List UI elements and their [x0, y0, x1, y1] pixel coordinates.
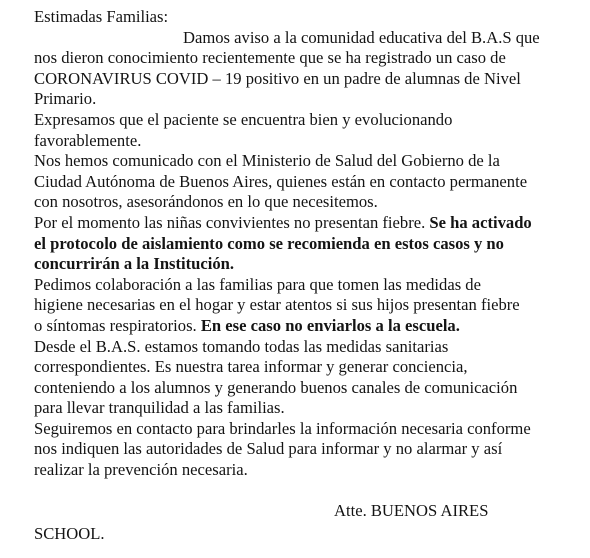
- body-text: Nos hemos comunicado con el Ministerio de Salud del Gobierno de la: [34, 151, 500, 171]
- body-text: CORONAVIRUS COVID – 19 positivo en un padre de alumnas de Nivel: [34, 68, 521, 88]
- body-text: conteniendo a los alumnos y generando buenos canales de comunicación: [34, 377, 518, 397]
- text-line: [34, 254, 574, 275]
- body-text: favorablemente.: [34, 130, 142, 150]
- text-line: [34, 419, 574, 440]
- body-text: nos indiquen las autoridades de Salud para informar y no alarmar y así: [34, 439, 503, 459]
- text-line: [34, 234, 574, 255]
- body-text: Expresamos que el paciente se encuentra bien y evolucionando: [34, 109, 453, 129]
- body-text: Ciudad Autónoma de Buenos Aires, quienes están en contacto permanente: [34, 171, 528, 191]
- text-line: [34, 131, 574, 152]
- text-line: [34, 151, 574, 172]
- body-text: Desde el B.A.S. estamos tomando todas las medidas sanitarias: [34, 336, 449, 356]
- body-text: higiene necesarias en el hogar y estar atentos si sus hijos presentan fiebre: [34, 295, 520, 315]
- letter-body: [34, 28, 574, 481]
- body-text: Seguiremos en contacto para brindarles la información necesaria conforme: [34, 418, 531, 438]
- text-line: [34, 172, 574, 193]
- text-line: [34, 295, 574, 316]
- text-line: [34, 378, 574, 399]
- paragraph: [34, 151, 574, 213]
- paragraph: [34, 110, 574, 151]
- text-line: [34, 398, 574, 419]
- letter: [34, 7, 574, 544]
- paragraph: [34, 337, 574, 419]
- body-text: o síntomas respiratorios.: [34, 315, 201, 335]
- signature-line: Atte. BUENOS AIRES: [334, 501, 489, 521]
- text-line: [34, 110, 574, 131]
- body-text: nos dieron conocimiento recientemente que se ha registrado un caso de: [34, 48, 506, 68]
- bold-text: En ese caso no enviarlos a la escuela.: [200, 315, 460, 335]
- body-text: correspondientes. Es nuestra tarea informar y generar conciencia,: [34, 357, 468, 377]
- text-line: [34, 316, 574, 337]
- bold-text: el protocolo de aislamiento como se recomienda en estos casos y no: [34, 233, 504, 253]
- text-line: [34, 357, 574, 378]
- body-text: Pedimos colaboración a las familias para que tomen las medidas de: [34, 274, 481, 294]
- text-line: [34, 275, 574, 296]
- body-text: Primario.: [34, 89, 97, 109]
- body-text: Por el momento las niñas convivientes no presentan fiebre.: [34, 212, 430, 232]
- text-line: [34, 89, 574, 110]
- text-line: [34, 337, 574, 358]
- signature-continuation: SCHOOL.: [34, 523, 105, 543]
- greeting: Estimadas Familias:: [34, 7, 169, 26]
- text-line: [34, 213, 574, 234]
- text-line: [34, 460, 574, 481]
- text-line: [34, 28, 574, 49]
- bold-text: Se ha activado: [429, 212, 532, 232]
- body-text: Damos aviso a la comunidad educativa del B.A.S que: [183, 27, 540, 47]
- paragraph: [34, 28, 574, 110]
- paragraph: [34, 419, 574, 481]
- body-text: con nosotros, asesorándonos en lo que necesitemos.: [34, 192, 378, 212]
- body-text: realizar la prevención necesaria.: [34, 460, 248, 480]
- text-line: [34, 192, 574, 213]
- text-line: [34, 69, 574, 90]
- text-line: [34, 48, 574, 69]
- text-line: [34, 439, 574, 460]
- paragraph: [34, 213, 574, 275]
- paragraph: [34, 275, 574, 337]
- body-text: para llevar tranquilidad a las familias.: [34, 398, 285, 418]
- bold-text: concurrirán a la Institución.: [34, 254, 235, 274]
